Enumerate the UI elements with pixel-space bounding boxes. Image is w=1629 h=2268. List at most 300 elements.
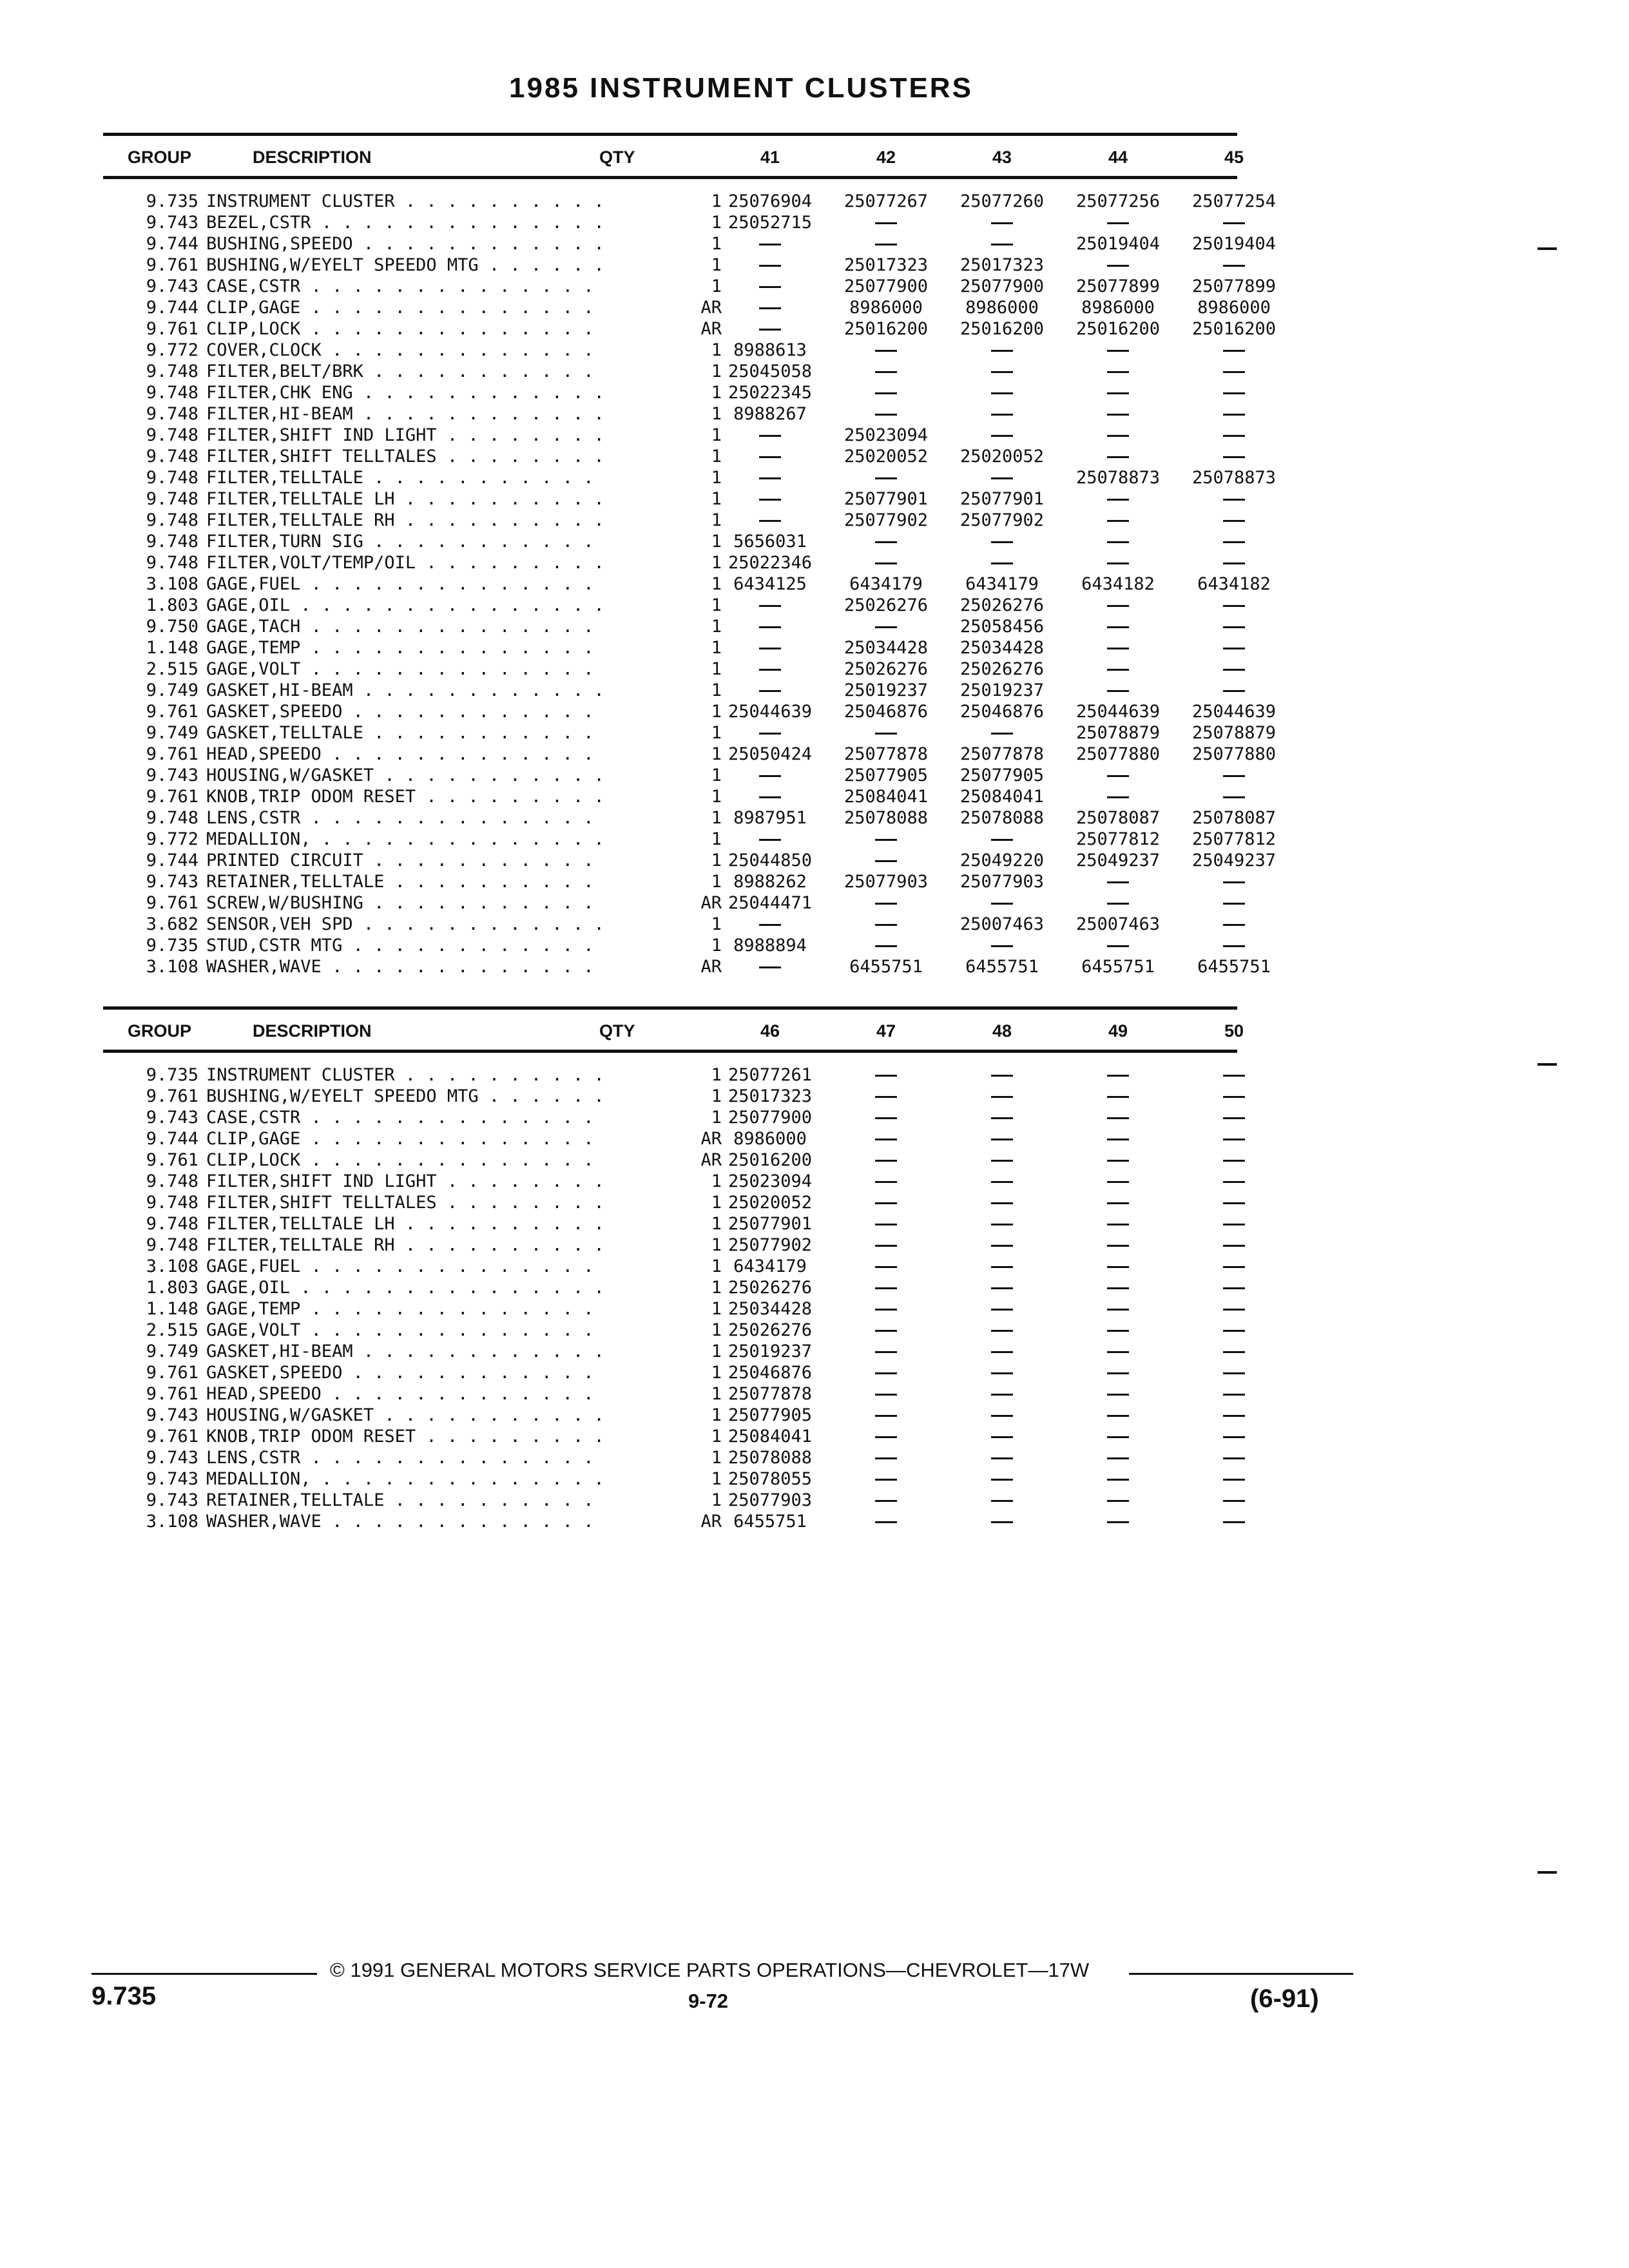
not-applicable-dash bbox=[831, 233, 941, 255]
not-applicable-dash bbox=[1179, 1128, 1289, 1149]
group-code: 9.750 bbox=[146, 617, 198, 637]
not-applicable-dash bbox=[1063, 488, 1173, 510]
not-applicable-dash bbox=[947, 467, 1057, 488]
dash-mark bbox=[875, 1521, 897, 1523]
header-model-45: 45 bbox=[1224, 148, 1244, 167]
not-applicable-dash bbox=[831, 914, 941, 935]
part-description: GASKET,TELLTALE . . . . . . . . . . . bbox=[206, 723, 594, 743]
group-code: 9.748 bbox=[146, 1214, 198, 1234]
group-code: 9.743 bbox=[146, 1108, 198, 1128]
quantity: 1 bbox=[711, 659, 722, 679]
part-description: GASKET,SPEEDO . . . . . . . . . . . . bbox=[206, 1363, 594, 1383]
dash-mark bbox=[1107, 1287, 1129, 1289]
part-number: 25077256 bbox=[1075, 191, 1161, 211]
header-description: DESCRIPTION bbox=[253, 1021, 372, 1041]
table-row bbox=[103, 1298, 1237, 1320]
not-applicable-dash bbox=[1179, 1235, 1289, 1256]
not-applicable-dash bbox=[1179, 616, 1289, 637]
not-applicable-dash bbox=[1063, 637, 1173, 658]
quantity: AR bbox=[700, 1129, 722, 1149]
header-model-43: 43 bbox=[992, 148, 1012, 167]
part-number: 25077900 bbox=[728, 1108, 813, 1128]
dash-mark bbox=[1107, 222, 1129, 224]
not-applicable-dash bbox=[947, 1213, 1057, 1235]
group-code: 9.743 bbox=[146, 1448, 198, 1468]
dash-mark bbox=[1107, 541, 1129, 543]
table-row bbox=[103, 212, 1237, 233]
not-applicable-dash bbox=[1179, 488, 1289, 510]
part-number: 25077260 bbox=[959, 191, 1045, 211]
dash-mark bbox=[875, 562, 897, 564]
dash-mark bbox=[1107, 1181, 1129, 1183]
table-row bbox=[103, 765, 1237, 786]
quantity: AR bbox=[700, 319, 722, 339]
header-model-48: 48 bbox=[992, 1021, 1012, 1041]
not-applicable-dash bbox=[1063, 871, 1173, 892]
table-row bbox=[103, 1256, 1237, 1277]
not-applicable-dash bbox=[1063, 403, 1173, 425]
header-group: GROUP bbox=[128, 148, 192, 167]
part-number: 6455751 bbox=[849, 957, 923, 977]
part-number: 25058456 bbox=[959, 617, 1045, 637]
dash-mark bbox=[759, 690, 781, 692]
part-description: LENS,CSTR . . . . . . . . . . . . . . bbox=[206, 1448, 594, 1468]
part-number: 6455751 bbox=[1197, 957, 1271, 977]
not-applicable-dash bbox=[831, 382, 941, 403]
part-description: BUSHING,SPEEDO . . . . . . . . . . . . bbox=[206, 234, 604, 254]
part-number: 25049220 bbox=[959, 850, 1045, 870]
dash-mark bbox=[1107, 775, 1129, 777]
part-number: 6434179 bbox=[849, 574, 923, 594]
not-applicable-dash bbox=[1179, 340, 1289, 361]
not-applicable-dash bbox=[1179, 1086, 1289, 1107]
table-row bbox=[103, 573, 1271, 595]
not-applicable-dash bbox=[1179, 1362, 1289, 1383]
not-applicable-dash bbox=[715, 318, 825, 340]
dash-mark bbox=[991, 1139, 1013, 1140]
table-row bbox=[103, 488, 1237, 510]
quantity: 1 bbox=[711, 850, 722, 870]
not-applicable-dash bbox=[947, 892, 1057, 914]
dash-mark bbox=[991, 350, 1013, 352]
not-applicable-dash bbox=[947, 1426, 1057, 1447]
part-number: 25044850 bbox=[728, 850, 813, 870]
header-group: GROUP bbox=[128, 1021, 192, 1041]
dash-mark bbox=[1107, 1309, 1129, 1311]
group-code: 9.748 bbox=[146, 532, 198, 552]
not-applicable-dash bbox=[1179, 212, 1289, 233]
group-code: 9.761 bbox=[146, 702, 198, 722]
group-code: 9.761 bbox=[146, 1427, 198, 1446]
dash-mark bbox=[759, 435, 781, 437]
part-description: SENSOR,VEH SPD . . . . . . . . . . . . bbox=[206, 914, 604, 934]
group-code: 9.744 bbox=[146, 1129, 198, 1149]
group-code: 3.108 bbox=[146, 957, 198, 977]
dash-mark bbox=[875, 1394, 897, 1396]
group-code: 9.748 bbox=[146, 489, 198, 509]
not-applicable-dash bbox=[1063, 1171, 1173, 1192]
table-row bbox=[103, 1447, 1237, 1468]
part-number: 25077878 bbox=[728, 1384, 813, 1404]
part-number: 25019404 bbox=[1191, 234, 1277, 254]
not-applicable-dash bbox=[1179, 1383, 1289, 1405]
part-description: FILTER,SHIFT IND LIGHT . . . . . . . . bbox=[206, 1171, 604, 1191]
group-code: 9.748 bbox=[146, 808, 198, 828]
group-code: 9.744 bbox=[146, 850, 198, 870]
quantity: 1 bbox=[711, 702, 722, 722]
not-applicable-dash bbox=[947, 403, 1057, 425]
quantity: 1 bbox=[711, 872, 722, 892]
dash-mark bbox=[991, 1351, 1013, 1353]
not-applicable-dash bbox=[831, 1383, 941, 1405]
not-applicable-dash bbox=[947, 1277, 1057, 1298]
not-applicable-dash bbox=[1179, 892, 1289, 914]
dash-mark bbox=[1223, 414, 1245, 416]
dash-mark bbox=[875, 1181, 897, 1183]
quantity: AR bbox=[700, 957, 722, 977]
not-applicable-dash bbox=[1179, 1192, 1289, 1213]
part-description: MEDALLION, . . . . . . . . . . . . . . bbox=[206, 829, 604, 849]
part-number: 25034428 bbox=[959, 638, 1045, 658]
not-applicable-dash bbox=[715, 616, 825, 637]
table-row bbox=[103, 658, 1237, 680]
table-row bbox=[103, 807, 1277, 829]
table-row bbox=[103, 850, 1277, 871]
part-number: 25077878 bbox=[843, 744, 929, 764]
dash-mark bbox=[991, 1521, 1013, 1523]
not-applicable-dash bbox=[715, 233, 825, 255]
dash-mark bbox=[759, 775, 781, 777]
table-row bbox=[103, 467, 1277, 488]
dash-mark bbox=[1223, 1245, 1245, 1247]
header-description: DESCRIPTION bbox=[253, 148, 372, 167]
dash-mark bbox=[1223, 1160, 1245, 1162]
not-applicable-dash bbox=[947, 829, 1057, 850]
part-number: 25077905 bbox=[728, 1405, 813, 1425]
dash-mark bbox=[1107, 881, 1129, 883]
not-applicable-dash bbox=[1063, 765, 1173, 786]
part-number: 25044639 bbox=[728, 702, 813, 722]
not-applicable-dash bbox=[831, 1468, 941, 1490]
dash-mark bbox=[1223, 1415, 1245, 1417]
quantity: 1 bbox=[711, 468, 722, 488]
dash-mark bbox=[1223, 796, 1245, 798]
part-number: 25049237 bbox=[1075, 850, 1161, 870]
dash-mark bbox=[875, 1415, 897, 1417]
part-number: 25044471 bbox=[728, 893, 813, 913]
not-applicable-dash bbox=[947, 1298, 1057, 1320]
header-qty: QTY bbox=[599, 1021, 635, 1041]
dash-mark bbox=[875, 350, 897, 352]
part-number: 25046876 bbox=[843, 702, 929, 722]
part-number: 25044639 bbox=[1075, 702, 1161, 722]
part-number: 25076904 bbox=[728, 191, 813, 211]
part-description: WASHER,WAVE . . . . . . . . . . . . . bbox=[206, 1512, 594, 1532]
not-applicable-dash bbox=[1179, 1298, 1289, 1320]
not-applicable-dash bbox=[1063, 1298, 1173, 1320]
dash-mark bbox=[1107, 690, 1129, 692]
not-applicable-dash bbox=[1179, 255, 1289, 276]
part-description: FILTER,TURN SIG . . . . . . . . . . . bbox=[206, 532, 594, 552]
dash-mark bbox=[991, 1415, 1013, 1417]
table-row bbox=[103, 446, 1237, 467]
table-row bbox=[103, 1086, 1237, 1107]
not-applicable-dash bbox=[831, 467, 941, 488]
not-applicable-dash bbox=[831, 1213, 941, 1235]
not-applicable-dash bbox=[947, 340, 1057, 361]
part-number: 25034428 bbox=[728, 1299, 813, 1319]
not-applicable-dash bbox=[1063, 1320, 1173, 1341]
table-row bbox=[103, 871, 1237, 892]
dash-mark bbox=[759, 796, 781, 798]
not-applicable-dash bbox=[831, 935, 941, 956]
part-number: 25052715 bbox=[728, 213, 813, 233]
not-applicable-dash bbox=[1063, 1213, 1173, 1235]
group-code: 9.743 bbox=[146, 1490, 198, 1510]
quantity: 1 bbox=[711, 787, 722, 807]
not-applicable-dash bbox=[715, 595, 825, 616]
dash-mark bbox=[991, 1245, 1013, 1247]
group-code: 9.761 bbox=[146, 787, 198, 807]
not-applicable-dash bbox=[947, 1362, 1057, 1383]
table-row bbox=[103, 1405, 1237, 1426]
not-applicable-dash bbox=[947, 1490, 1057, 1511]
part-number: 25084041 bbox=[959, 787, 1045, 807]
not-applicable-dash bbox=[1179, 637, 1289, 658]
table-row bbox=[103, 1320, 1237, 1341]
dash-mark bbox=[1223, 1075, 1245, 1077]
quantity: 1 bbox=[711, 1065, 722, 1085]
not-applicable-dash bbox=[1063, 1128, 1173, 1149]
group-code: 3.108 bbox=[146, 1256, 198, 1276]
dash-mark bbox=[1107, 499, 1129, 501]
part-number: 8986000 bbox=[965, 298, 1039, 318]
part-number: 25044639 bbox=[1191, 702, 1277, 722]
dash-mark bbox=[991, 1075, 1013, 1077]
not-applicable-dash bbox=[1063, 892, 1173, 914]
table-row bbox=[103, 1277, 1237, 1298]
not-applicable-dash bbox=[1063, 658, 1173, 680]
group-code: 9.743 bbox=[146, 276, 198, 296]
part-description: BUSHING,W/EYELT SPEEDO MTG . . . . . . bbox=[206, 1086, 604, 1106]
table-row bbox=[103, 1362, 1237, 1383]
part-number: 8988613 bbox=[733, 340, 807, 360]
table-row bbox=[103, 892, 1237, 914]
not-applicable-dash bbox=[1063, 1490, 1173, 1511]
not-applicable-dash bbox=[715, 276, 825, 297]
not-applicable-dash bbox=[715, 658, 825, 680]
dash-mark bbox=[875, 1096, 897, 1098]
group-code: 9.749 bbox=[146, 723, 198, 743]
dash-mark bbox=[875, 414, 897, 416]
part-number: 6434179 bbox=[733, 1256, 807, 1276]
dash-mark bbox=[1223, 775, 1245, 777]
part-number: 25077900 bbox=[959, 276, 1045, 296]
not-applicable-dash bbox=[1063, 361, 1173, 382]
not-applicable-dash bbox=[831, 892, 941, 914]
quantity: 1 bbox=[711, 680, 722, 700]
not-applicable-dash bbox=[1179, 658, 1289, 680]
group-code: 9.744 bbox=[146, 234, 198, 254]
not-applicable-dash bbox=[947, 233, 1057, 255]
part-number: 8986000 bbox=[1197, 298, 1271, 318]
group-code: 1.803 bbox=[146, 1278, 198, 1298]
not-applicable-dash bbox=[947, 1235, 1057, 1256]
part-description: KNOB,TRIP ODOM RESET . . . . . . . . . bbox=[206, 787, 604, 807]
not-applicable-dash bbox=[831, 552, 941, 573]
dash-mark bbox=[1107, 626, 1129, 628]
quantity: 1 bbox=[711, 723, 722, 743]
part-description: GAGE,VOLT . . . . . . . . . . . . . . bbox=[206, 659, 594, 679]
not-applicable-dash bbox=[1179, 871, 1289, 892]
group-code: 9.761 bbox=[146, 1363, 198, 1383]
footer-date: (6-91) bbox=[1250, 1984, 1319, 2013]
not-applicable-dash bbox=[1179, 1064, 1289, 1086]
part-description: FILTER,CHK ENG . . . . . . . . . . . . bbox=[206, 383, 604, 403]
quantity: 1 bbox=[711, 617, 722, 637]
not-applicable-dash bbox=[947, 531, 1057, 552]
dash-mark bbox=[759, 669, 781, 671]
not-applicable-dash bbox=[715, 425, 825, 446]
part-description: FILTER,SHIFT IND LIGHT . . . . . . . . bbox=[206, 425, 604, 445]
margin-mark bbox=[1537, 1871, 1557, 1874]
not-applicable-dash bbox=[831, 616, 941, 637]
header-model-44: 44 bbox=[1108, 148, 1128, 167]
dash-mark bbox=[991, 477, 1013, 479]
not-applicable-dash bbox=[715, 510, 825, 531]
part-description: FILTER,VOLT/TEMP/OIL . . . . . . . . . bbox=[206, 553, 604, 573]
dash-mark bbox=[875, 733, 897, 735]
quantity: 1 bbox=[711, 404, 722, 424]
part-description: PRINTED CIRCUIT . . . . . . . . . . . bbox=[206, 850, 594, 870]
dash-mark bbox=[1107, 1160, 1129, 1162]
not-applicable-dash bbox=[1063, 1405, 1173, 1426]
dash-mark bbox=[1223, 1330, 1245, 1332]
table-row bbox=[103, 722, 1277, 744]
quantity: AR bbox=[700, 893, 722, 913]
dash-mark bbox=[1223, 605, 1245, 607]
part-description: BEZEL,CSTR . . . . . . . . . . . . . . bbox=[206, 213, 604, 233]
part-number: 25077880 bbox=[1191, 744, 1277, 764]
dash-mark bbox=[875, 860, 897, 862]
dash-mark bbox=[1223, 881, 1245, 883]
group-code: 3.108 bbox=[146, 1512, 198, 1532]
dash-mark bbox=[991, 1436, 1013, 1438]
part-number: 6434179 bbox=[965, 574, 1039, 594]
dash-mark bbox=[1223, 1181, 1245, 1183]
quantity: 1 bbox=[711, 532, 722, 552]
quantity: 1 bbox=[711, 510, 722, 530]
part-number: 8988262 bbox=[733, 872, 807, 892]
group-code: 9.744 bbox=[146, 298, 198, 318]
table-row bbox=[103, 1171, 1237, 1192]
part-number: 8988267 bbox=[733, 404, 807, 424]
part-number: 25050424 bbox=[728, 744, 813, 764]
dash-mark bbox=[991, 541, 1013, 543]
dash-mark bbox=[1223, 690, 1245, 692]
dash-mark bbox=[875, 1309, 897, 1311]
dash-mark bbox=[991, 371, 1013, 373]
table-row bbox=[103, 786, 1237, 807]
not-applicable-dash bbox=[1063, 510, 1173, 531]
not-applicable-dash bbox=[831, 1256, 941, 1277]
dash-mark bbox=[1223, 350, 1245, 352]
part-description: RETAINER,TELLTALE . . . . . . . . . . bbox=[206, 872, 594, 892]
dash-mark bbox=[875, 1372, 897, 1374]
quantity: 1 bbox=[711, 1299, 722, 1319]
dash-mark bbox=[1223, 222, 1245, 224]
quantity: 1 bbox=[711, 213, 722, 233]
not-applicable-dash bbox=[1179, 531, 1289, 552]
part-description: FILTER,TELLTALE RH . . . . . . . . . . bbox=[206, 510, 604, 530]
dash-mark bbox=[1223, 648, 1245, 649]
not-applicable-dash bbox=[831, 403, 941, 425]
not-applicable-dash bbox=[831, 1511, 941, 1532]
not-applicable-dash bbox=[947, 1064, 1057, 1086]
dash-mark bbox=[1223, 435, 1245, 437]
dash-mark bbox=[991, 1500, 1013, 1502]
dash-mark bbox=[875, 903, 897, 905]
table-row bbox=[103, 637, 1237, 658]
part-number: 25007463 bbox=[959, 914, 1045, 934]
not-applicable-dash bbox=[1063, 616, 1173, 637]
quantity: 1 bbox=[711, 829, 722, 849]
dash-mark bbox=[991, 903, 1013, 905]
not-applicable-dash bbox=[715, 297, 825, 318]
group-code: 9.748 bbox=[146, 510, 198, 530]
not-applicable-dash bbox=[715, 637, 825, 658]
dash-mark bbox=[1107, 1415, 1129, 1417]
dash-mark bbox=[991, 1457, 1013, 1459]
table-row bbox=[103, 1235, 1237, 1256]
not-applicable-dash bbox=[831, 850, 941, 871]
part-description: FILTER,TELLTALE LH . . . . . . . . . . bbox=[206, 1214, 604, 1234]
dash-mark bbox=[875, 1160, 897, 1162]
not-applicable-dash bbox=[947, 1086, 1057, 1107]
quantity: 1 bbox=[711, 765, 722, 785]
not-applicable-dash bbox=[1063, 212, 1173, 233]
part-description: CLIP,GAGE . . . . . . . . . . . . . . bbox=[206, 1129, 594, 1149]
not-applicable-dash bbox=[947, 552, 1057, 573]
part-number: 25077902 bbox=[728, 1235, 813, 1255]
dash-mark bbox=[1223, 1351, 1245, 1353]
table-row bbox=[103, 1107, 1237, 1128]
group-code: 9.761 bbox=[146, 1384, 198, 1404]
table-row bbox=[103, 255, 1237, 276]
part-number: 8986000 bbox=[1081, 298, 1155, 318]
dash-mark bbox=[991, 1096, 1013, 1098]
table-row bbox=[103, 233, 1277, 255]
table-row bbox=[103, 1426, 1237, 1447]
dash-mark bbox=[991, 392, 1013, 394]
not-applicable-dash bbox=[1179, 361, 1289, 382]
dash-mark bbox=[875, 626, 897, 628]
not-applicable-dash bbox=[1179, 1405, 1289, 1426]
not-applicable-dash bbox=[1063, 1064, 1173, 1086]
table-row bbox=[103, 829, 1277, 850]
part-description: FILTER,BELT/BRK . . . . . . . . . . . bbox=[206, 361, 594, 381]
not-applicable-dash bbox=[715, 914, 825, 935]
dash-mark bbox=[991, 435, 1013, 437]
group-code: 9.748 bbox=[146, 404, 198, 424]
table-row bbox=[103, 361, 1237, 382]
part-number: 25078087 bbox=[1075, 808, 1161, 828]
dash-mark bbox=[1223, 924, 1245, 926]
part-number: 25016200 bbox=[728, 1150, 813, 1170]
header-model-50: 50 bbox=[1224, 1021, 1244, 1041]
dash-mark bbox=[875, 1117, 897, 1119]
dash-mark bbox=[875, 924, 897, 926]
